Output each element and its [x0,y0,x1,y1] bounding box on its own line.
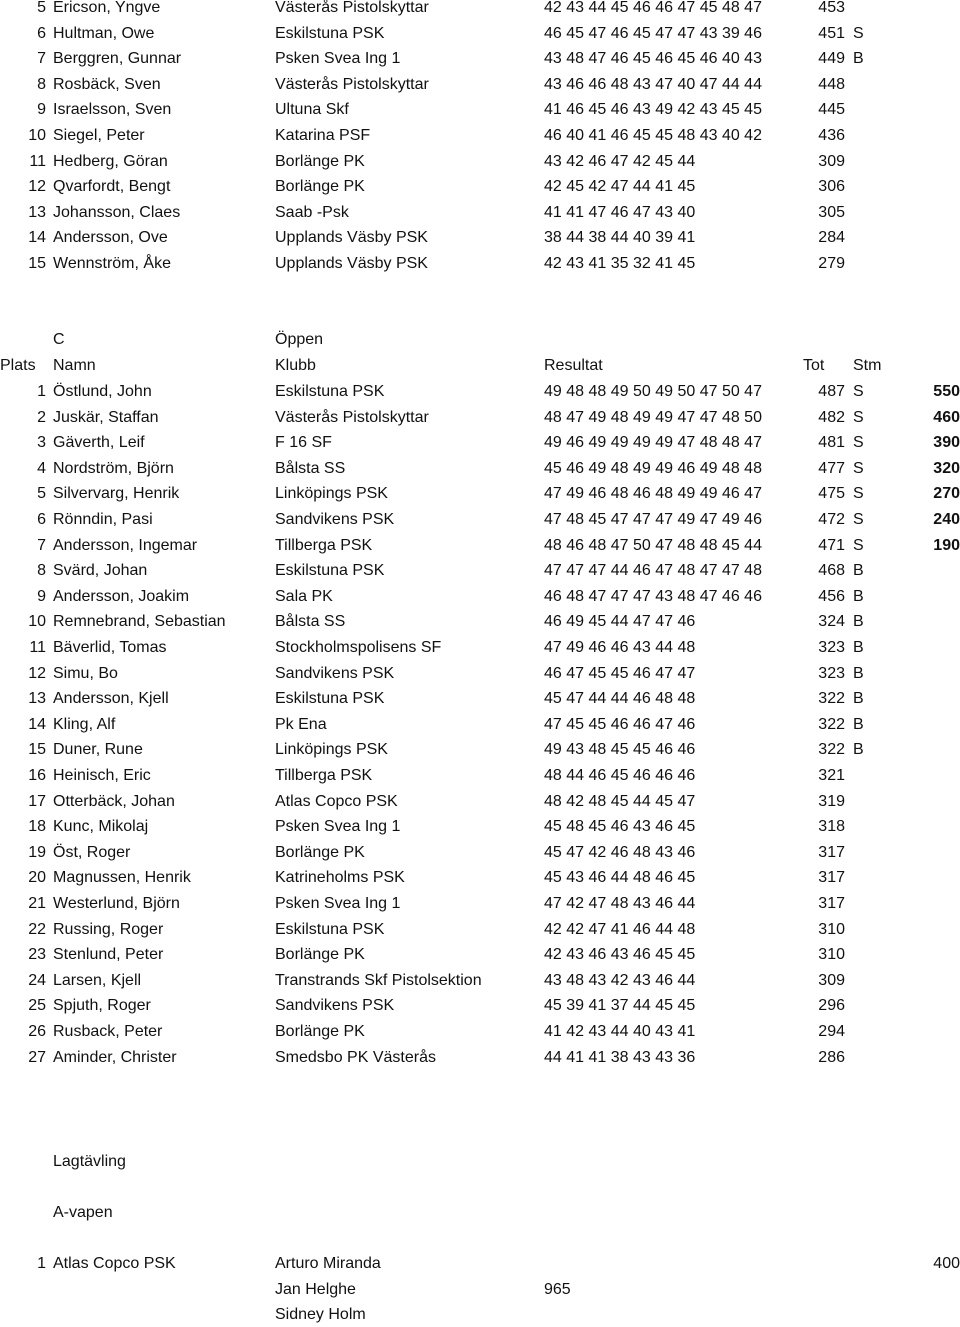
klubb-cell: Psken Svea Ing 1 [275,818,401,836]
namn-cell: Spjuth, Roger [53,997,151,1015]
tot-cell: 322 [818,690,845,708]
namn-cell: Westerlund, Björn [53,895,180,912]
tot-cell: 294 [818,1023,845,1040]
stm-cell: S [853,383,864,400]
resultat-cell: 42 43 44 45 46 46 47 45 48 47 [544,0,762,16]
plats-cell: 2 [37,408,46,426]
resultat-cell: 45 47 42 46 48 43 46 [544,843,696,861]
result-row [0,610,960,634]
plats-cell: 5 [37,485,46,503]
plats-cell: 20 [28,869,46,887]
result-row [0,0,960,20]
result-row [0,73,960,97]
stm-cell: B [853,715,864,733]
namn-cell: Andersson, Kjell [53,690,169,708]
plats-cell: 14 [28,229,46,247]
namn-cell: Remnebrand, Sebastian [53,613,226,631]
stm-cell: S [853,536,864,554]
namn-cell: Bäverlid, Tomas [53,639,167,656]
tot-cell: 284 [818,229,845,247]
klubb-cell: Västerås Pistolskyttar [275,75,429,93]
prize-cell: 270 [933,485,960,503]
stm-cell: B [853,587,864,605]
klubb-cell: Eskilstuna PSK [275,562,385,580]
namn-cell: Wennström, Åke [53,255,171,272]
resultat-cell: 41 42 43 44 40 43 41 [544,1023,696,1040]
header-namn: Namn [53,357,96,374]
namn-cell: Magnussen, Henrik [53,869,191,887]
klubb-cell: Västerås Pistolskyttar [275,408,429,426]
plats-cell: 3 [37,434,46,452]
resultat-cell: 47 49 46 48 46 48 49 49 46 47 [544,485,762,503]
plats-cell: 7 [37,50,46,68]
header-klubb: Klubb [275,357,316,374]
resultat-cell: 48 42 48 45 44 45 47 [544,792,696,810]
result-row [0,380,960,404]
tot-cell: 456 [818,587,845,605]
klubb-cell: Ultuna Skf [275,101,349,119]
stm-cell: S [853,24,864,42]
resultat-cell: 49 48 48 49 50 49 50 47 50 47 [544,383,762,400]
namn-cell: Kling, Alf [53,715,116,733]
resultat-cell: 47 49 46 46 43 44 48 [544,639,696,656]
result-row [0,47,960,71]
namn-cell: Kunc, Mikolaj [53,818,149,836]
klubb-cell: Tillberga PSK [275,536,373,554]
klubb-cell: Borlänge PK [275,946,365,964]
result-row [0,431,960,455]
result-row [0,713,960,737]
tot-cell: 319 [818,792,845,810]
plats-cell: 16 [28,767,46,784]
klubb-cell: Eskilstuna PSK [275,920,385,938]
namn-cell: Hedberg, Göran [53,152,168,170]
resultat-cell: 45 48 45 46 43 46 45 [544,818,696,836]
plats-cell: 9 [37,101,46,119]
team-subtitle: A-vapen [53,1204,113,1221]
tot-cell: 321 [818,767,845,784]
resultat-cell: 41 46 45 46 43 49 42 43 45 45 [544,101,762,119]
klubb-cell: Saab -Psk [275,203,349,221]
klubb-cell: Transtrands Skf Pistolsektion [275,971,482,989]
namn-cell: Juskär, Staffan [53,408,159,426]
namn-cell: Russing, Roger [53,920,164,938]
klubb-cell: Linköpings PSK [275,741,388,759]
namn-cell: Berggren, Gunnar [53,50,182,68]
result-row [0,1020,960,1044]
klubb-cell: Bålsta SS [275,459,346,477]
resultat-cell: 41 41 47 46 47 43 40 [544,203,696,221]
prize-cell: 190 [933,536,960,554]
namn-cell: Duner, Rune [53,741,143,759]
resultat-cell: 43 46 46 48 43 47 40 47 44 44 [544,75,762,93]
result-row [0,406,960,430]
result-row [0,585,960,609]
klubb-cell: Psken Svea Ing 1 [275,50,401,68]
team-total: 965 [544,1280,571,1298]
namn-cell: Svärd, Johan [53,562,148,580]
tot-cell: 309 [818,152,845,170]
resultat-cell: 46 45 47 46 45 47 47 43 39 46 [544,24,762,42]
namn-cell: Hultman, Owe [53,24,155,42]
tot-cell: 317 [818,869,845,887]
namn-cell: Andersson, Ingemar [53,536,198,554]
resultat-cell: 47 42 47 48 43 46 44 [544,895,696,912]
result-row [0,150,960,174]
header-tot: Tot [803,357,825,374]
plats-cell: 14 [28,715,46,733]
namn-cell: Siegel, Peter [53,127,145,144]
resultat-cell: 45 39 41 37 44 45 45 [544,997,696,1015]
klubb-cell: Atlas Copco PSK [275,792,398,810]
team-row [0,1252,960,1276]
plats-cell: 17 [28,792,46,810]
prize-cell: 320 [933,459,960,477]
plats-cell: 8 [37,75,46,93]
result-row [0,892,960,916]
namn-cell: Aminder, Christer [53,1048,177,1066]
resultat-cell: 49 43 48 45 45 46 46 [544,741,696,759]
stm-cell: B [853,741,864,759]
namn-cell: Andersson, Ove [53,229,168,247]
klubb-cell: Borlänge PK [275,1023,365,1040]
result-row [0,226,960,250]
team-row [0,1303,960,1327]
stm-cell: S [853,434,864,452]
resultat-cell: 46 48 47 47 47 43 48 47 46 46 [544,587,762,605]
klubb-cell: Katarina PSF [275,127,371,144]
klubb-cell: Bålsta SS [275,613,346,631]
klubb-cell: Linköpings PSK [275,485,388,503]
tot-cell: 445 [818,101,845,119]
klubb-cell: Sandvikens PSK [275,511,395,528]
team-row [0,1278,960,1302]
tot-cell: 305 [818,203,845,221]
plats-cell: 26 [28,1023,46,1040]
resultat-cell: 45 43 46 44 48 46 45 [544,869,696,887]
plats-cell: 27 [28,1048,46,1066]
tot-cell: 472 [818,511,845,528]
plats-cell: 12 [28,664,46,682]
stm-cell: S [853,408,864,426]
klubb-cell: Eskilstuna PSK [275,690,385,708]
namn-cell: Östlund, John [53,383,152,400]
tot-cell: 310 [818,946,845,964]
plats-cell: 11 [29,152,46,170]
result-row [0,534,960,558]
tot-cell: 468 [818,562,845,580]
result-row [0,559,960,583]
result-row [0,1046,960,1070]
tot-cell: 448 [818,75,845,93]
plats-cell: 12 [28,178,46,196]
klubb-cell: Psken Svea Ing 1 [275,895,401,912]
klubb-cell: F 16 SF [275,434,332,452]
plats-cell: 10 [28,613,46,631]
tot-cell: 286 [818,1048,845,1066]
header-plats: Plats [0,357,36,374]
klubb-cell: Smedsbo PK Västerås [275,1048,436,1066]
plats-cell: 18 [28,818,46,836]
resultat-cell: 46 49 45 44 47 47 46 [544,613,696,631]
resultat-cell: 43 48 43 42 43 46 44 [544,971,696,989]
namn-cell: Rönndin, Pasi [53,511,153,528]
result-row [0,687,960,711]
resultat-cell: 49 46 49 49 49 49 47 48 48 47 [544,434,762,452]
result-row [0,252,960,276]
namn-cell: Johansson, Claes [53,203,181,221]
plats-cell: 15 [28,741,46,759]
stm-cell: S [853,459,864,477]
plats-cell: 23 [28,946,46,964]
resultat-cell: 43 42 46 47 42 45 44 [544,152,696,170]
namn-cell: Andersson, Joakim [53,587,190,605]
resultat-cell: 48 46 48 47 50 47 48 48 45 44 [544,536,762,554]
namn-cell: Heinisch, Eric [53,767,151,784]
plats-cell: 8 [37,562,46,580]
tot-cell: 322 [818,715,845,733]
klubb-cell: Sandvikens PSK [275,997,395,1015]
klubb-cell: Tillberga PSK [275,767,373,784]
plats-cell: 13 [28,203,46,221]
team-section-subtitle [0,1201,960,1225]
plats-cell: 6 [37,511,46,528]
team-title: Lagtävling [53,1153,126,1170]
plats-cell: 11 [29,639,46,656]
tot-cell: 481 [818,434,845,452]
resultat-cell: 48 44 46 45 46 46 46 [544,767,696,784]
namn-cell: Otterbäck, Johan [53,792,175,810]
resultat-cell: 47 45 45 46 46 47 46 [544,715,696,733]
namn-cell: Nordström, Björn [53,459,174,477]
stm-cell: S [853,485,864,503]
stm-cell: B [853,639,864,656]
plats-cell: 7 [37,536,46,554]
team-member: Arturo Miranda [275,1255,381,1272]
result-row [0,662,960,686]
klubb-cell: Katrineholms PSK [275,869,405,887]
namn-cell: Stenlund, Peter [53,946,164,964]
result-row [0,175,960,199]
result-row [0,790,960,814]
stm-cell: B [853,664,864,682]
namn-cell: Ericson, Yngve [53,0,161,16]
namn-cell: Simu, Bo [53,664,118,682]
resultat-cell: 47 48 45 47 47 47 49 47 49 46 [544,511,762,528]
team-name: Atlas Copco PSK [53,1255,176,1272]
stm-cell: B [853,613,864,631]
plats-cell: 4 [37,459,46,477]
tot-cell: 310 [818,920,845,938]
result-row [0,815,960,839]
namn-cell: Gäverth, Leif [53,434,145,452]
tot-cell: 296 [818,997,845,1015]
result-row [0,22,960,46]
plats-cell: 22 [28,920,46,938]
result-row [0,943,960,967]
klubb-cell: Sandvikens PSK [275,664,395,682]
klubb-cell: Sala PK [275,587,333,605]
namn-cell: Qvarfordt, Bengt [53,178,171,196]
klubb-cell: Upplands Väsby PSK [275,229,428,247]
stm-cell: B [853,50,864,68]
namn-cell: Larsen, Kjell [53,971,142,989]
header-resultat: Resultat [544,357,603,374]
prize-cell: 550 [933,383,960,400]
result-row [0,918,960,942]
plats-cell: 5 [37,0,46,16]
resultat-cell: 42 45 42 47 44 41 45 [544,178,696,196]
stm-cell: B [853,690,864,708]
resultat-cell: 45 47 44 44 46 48 48 [544,690,696,708]
tot-cell: 471 [818,536,845,554]
prize-cell: 390 [933,434,960,452]
tot-cell: 322 [818,741,845,759]
section-title [0,328,960,352]
tot-cell: 318 [818,818,845,836]
tot-cell: 475 [818,485,845,503]
plats-cell: 6 [37,24,46,42]
stm-cell: B [853,562,864,580]
tot-cell: 317 [818,895,845,912]
result-row [0,969,960,993]
tot-cell: 279 [818,255,845,272]
tot-cell: 449 [818,50,845,68]
class-name: Öppen [275,331,324,348]
namn-cell: Israelsson, Sven [53,101,172,119]
klubb-cell: Eskilstuna PSK [275,24,385,42]
tot-cell: 477 [818,459,845,477]
tot-cell: 323 [818,664,845,682]
result-row [0,98,960,122]
resultat-cell: 43 48 47 46 45 46 45 46 40 43 [544,50,762,68]
result-row [0,457,960,481]
stm-cell: S [853,511,864,528]
resultat-cell: 47 47 47 44 46 47 48 47 47 48 [544,562,762,580]
team-member: Jan Helghe [275,1280,356,1298]
header-stm: Stm [853,357,882,374]
klubb-cell: Västerås Pistolskyttar [275,0,429,16]
result-row [0,764,960,788]
tot-cell: 324 [818,613,845,631]
result-row [0,841,960,865]
result-row [0,482,960,506]
plats-cell: 19 [28,843,46,861]
prize-cell: 240 [933,511,960,528]
plats-cell: 15 [28,255,46,272]
prize-cell: 460 [933,408,960,426]
tot-cell: 451 [818,24,845,42]
result-row [0,124,960,148]
resultat-cell: 42 43 46 43 46 45 45 [544,946,696,964]
tot-cell: 453 [818,0,845,16]
plats-cell: 13 [28,690,46,708]
resultat-cell: 48 47 49 48 49 49 47 47 48 50 [544,408,762,426]
table-header [0,354,960,378]
team-plats: 1 [37,1255,46,1272]
resultat-cell: 42 42 47 41 46 44 48 [544,920,696,938]
plats-cell: 9 [37,587,46,605]
result-row [0,201,960,225]
klubb-cell: Borlänge PK [275,152,365,170]
klubb-cell: Eskilstuna PSK [275,383,385,400]
klubb-cell: Borlänge PK [275,843,365,861]
tot-cell: 323 [818,639,845,656]
team-section-title [0,1150,960,1174]
resultat-cell: 44 41 41 38 43 43 36 [544,1048,696,1066]
resultat-cell: 46 40 41 46 45 45 48 43 40 42 [544,127,762,144]
klubb-cell: Pk Ena [275,715,327,733]
resultat-cell: 42 43 41 35 32 41 45 [544,255,696,272]
tot-cell: 487 [818,383,845,400]
result-row [0,994,960,1018]
resultat-cell: 46 47 45 45 46 47 47 [544,664,696,682]
resultat-cell: 38 44 38 44 40 39 41 [544,229,696,247]
namn-cell: Rosbäck, Sven [53,75,161,93]
result-row [0,866,960,890]
plats-cell: 10 [28,127,46,144]
plats-cell: 24 [28,971,46,989]
namn-cell: Silvervarg, Henrik [53,485,180,503]
tot-cell: 309 [818,971,845,989]
klubb-cell: Upplands Väsby PSK [275,255,428,272]
tot-cell: 482 [818,408,845,426]
result-row [0,636,960,660]
result-row [0,508,960,532]
tot-cell: 436 [818,127,845,144]
resultat-cell: 45 46 49 48 49 49 46 49 48 48 [544,459,762,477]
namn-cell: Öst, Roger [53,843,131,861]
team-member: Sidney Holm [275,1306,366,1324]
plats-cell: 25 [28,997,46,1015]
klubb-cell: Stockholmspolisens SF [275,639,442,656]
namn-cell: Rusback, Peter [53,1023,163,1040]
plats-cell: 21 [28,895,46,912]
klubb-cell: Borlänge PK [275,178,365,196]
tot-cell: 317 [818,843,845,861]
plats-cell: 1 [37,383,46,400]
class-label: C [53,331,65,348]
team-prize: 400 [933,1255,960,1272]
result-row [0,738,960,762]
tot-cell: 306 [818,178,845,196]
